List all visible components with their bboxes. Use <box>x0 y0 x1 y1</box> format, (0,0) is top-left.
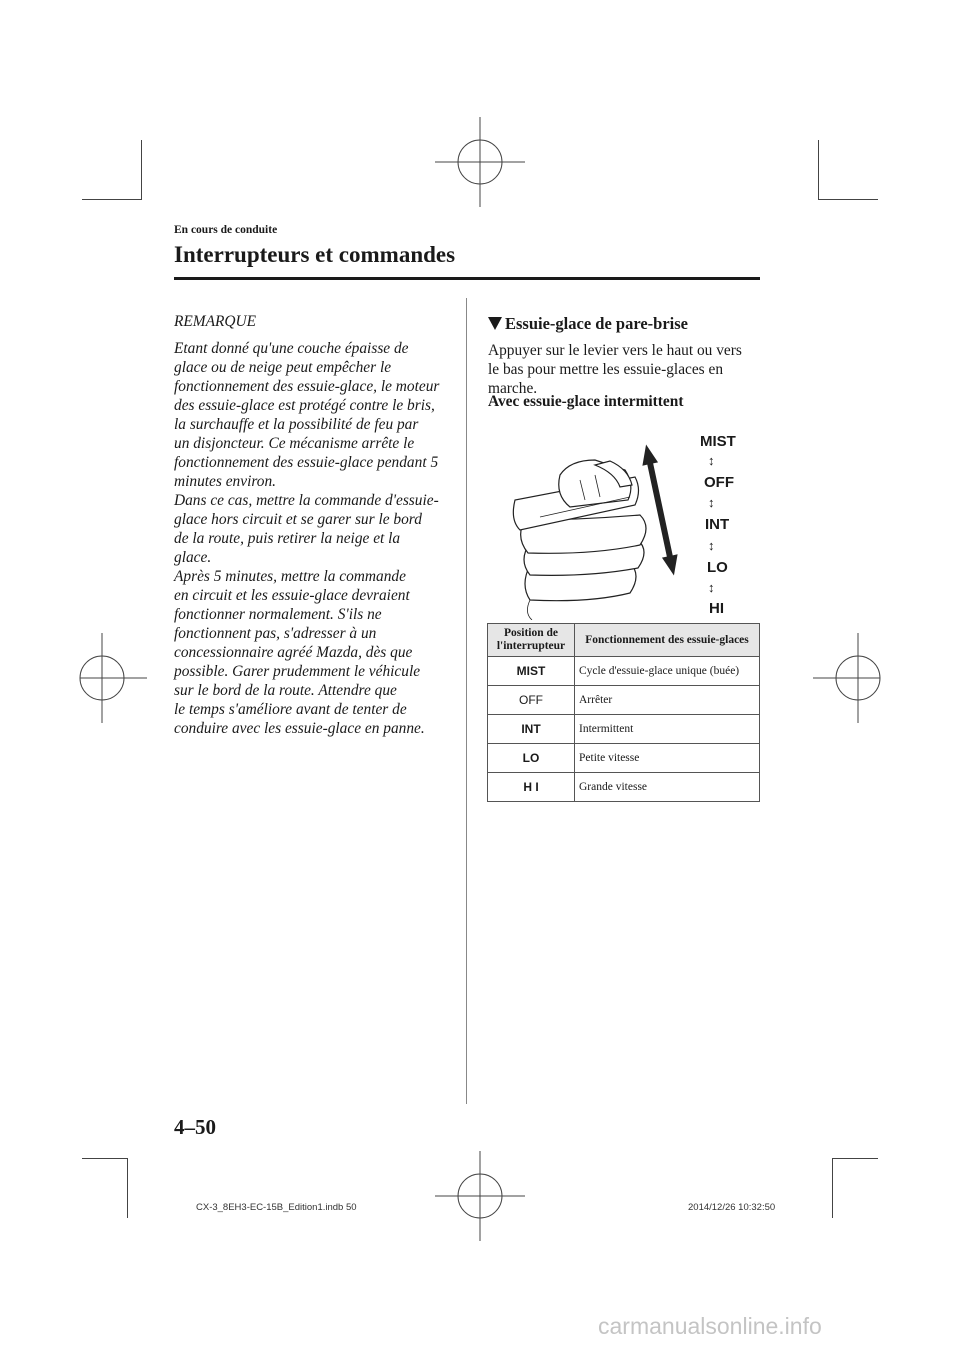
note-body: Etant donné qu'une couche épaisse de glace ou de neige peut empêcher le fonctionnement des essuie-glace, le moteur des essuie-glace est protégé contre le bris, la surchauffe et la possibilité de feu par un disjoncteur. Ce mécanisme arrête le fonctionnement des essuie-glace pendant 5 minutes environ. Dans ce cas, mettre la commande d'essuie- glace hors circuit et se garer sur le bord de la route, puis retirer la neige et la glace. Après 5 minutes, mettre la commande en circuit et les essuie-glace devraient fonctionner normalement. S'ils ne fonctionnent pas, s'adresser à un concessionnaire agréé Mazda, dès que possible. Garer prudemment le véhicule sur le bord de la route. Attendre que le temps s'améliore avant de tenter de conduire avec les essuie-glace en panne. <box>174 340 440 737</box>
function-cell: Cycle d'essuie-glace unique (buée) <box>575 657 760 686</box>
position-cell: MIST <box>488 657 575 686</box>
registration-mark-right <box>813 633 880 723</box>
figure-label-mist: MIST <box>700 433 736 450</box>
note-block <box>174 312 456 738</box>
table-header-row <box>488 624 760 657</box>
figure-label-hi: HI <box>709 600 724 617</box>
page-number: 4–50 <box>174 1115 216 1139</box>
table-row <box>488 773 760 802</box>
function-cell: Arrêter <box>575 686 760 715</box>
figure-label-lo: LO <box>707 559 728 576</box>
function-cell: Grande vitesse <box>575 773 760 802</box>
position-cell: LO <box>488 744 575 773</box>
function-cell: Petite vitesse <box>575 744 760 773</box>
up-down-arrow-icon: ↕ <box>708 538 715 553</box>
triangle-bullet-icon <box>488 317 502 330</box>
registration-mark-top <box>435 117 525 207</box>
up-down-arrow-icon <box>638 443 682 577</box>
wiper-position-table <box>487 623 760 802</box>
wiper-description: Appuyer sur le levier vers le haut ou vers le bas pour mettre les essuie-glaces en marche. <box>488 342 742 397</box>
column-divider <box>466 298 467 1104</box>
table-row <box>488 715 760 744</box>
wiper-subheading: Avec essuie-glace intermittent <box>488 393 684 410</box>
up-down-arrow-icon: ↕ <box>708 453 715 468</box>
position-cell: H I <box>488 773 575 802</box>
print-file-info: CX-3_8EH3-EC-15B_Edition1.indb 50 <box>196 1202 357 1213</box>
wiper-lever-figure <box>500 425 760 620</box>
table-header-function: Fonctionnement des essuie-glaces <box>575 624 760 657</box>
page-title: Interrupteurs et commandes <box>174 242 456 267</box>
table-row <box>488 686 760 715</box>
table-row <box>488 744 760 773</box>
wiper-section-heading <box>488 314 688 334</box>
note-heading: REMARQUE <box>174 313 257 330</box>
up-down-arrow-icon: ↕ <box>708 495 715 510</box>
figure-label-int: INT <box>705 516 730 533</box>
print-timestamp: 2014/12/26 10:32:50 <box>688 1202 776 1213</box>
table-row <box>488 657 760 686</box>
section-label: En cours de conduite <box>174 224 278 236</box>
title-rule <box>174 277 760 280</box>
watermark-text: carmanualsonline.info <box>598 1313 822 1339</box>
registration-mark-left <box>80 633 147 723</box>
table-header-position: Position de l'interrupteur <box>488 624 575 657</box>
up-down-arrow-icon: ↕ <box>708 580 715 595</box>
figure-label-off: OFF <box>704 474 734 491</box>
function-cell: Intermittent <box>575 715 760 744</box>
position-cell: OFF <box>488 686 575 715</box>
position-cell: INT <box>488 715 575 744</box>
wiper-heading-text: Essuie-glace de pare-brise <box>505 314 689 333</box>
registration-mark-bottom <box>435 1151 525 1241</box>
